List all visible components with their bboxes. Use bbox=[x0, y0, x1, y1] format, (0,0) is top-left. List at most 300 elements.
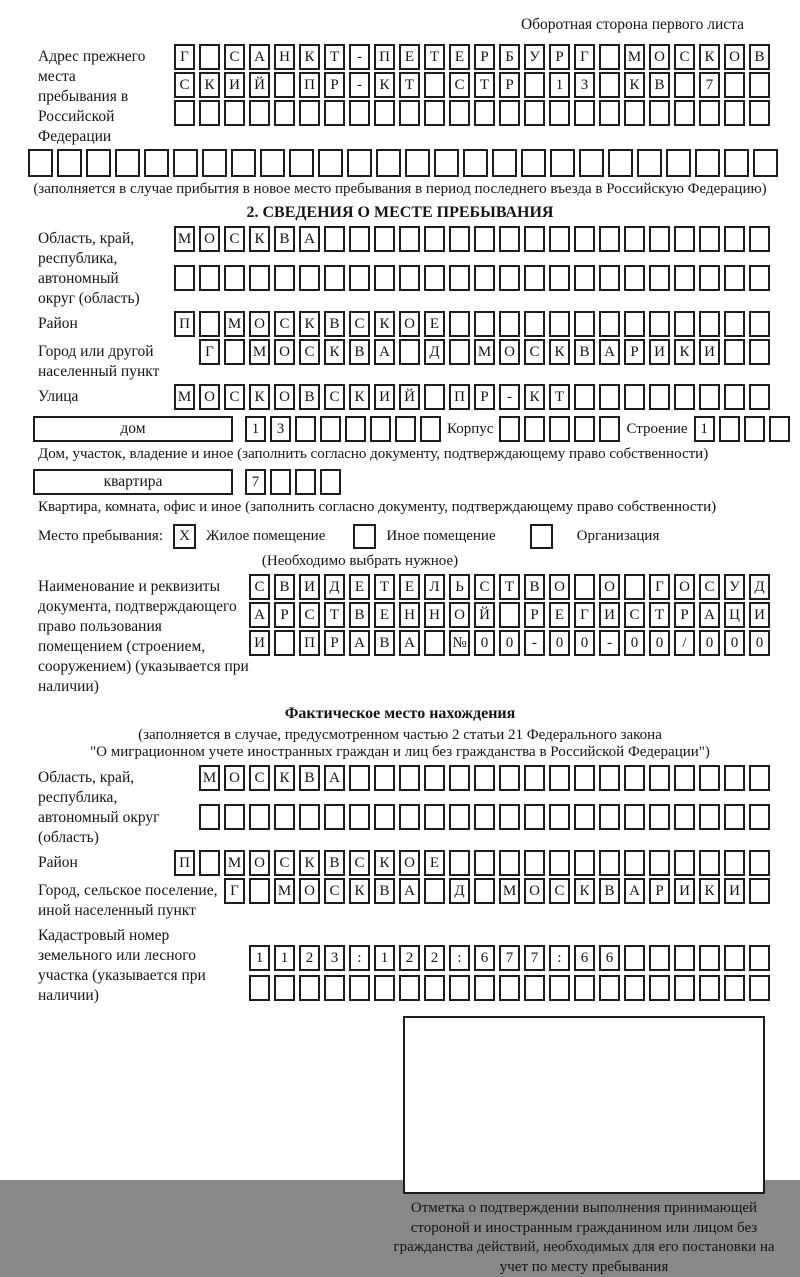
char-box: 1 bbox=[549, 72, 570, 98]
char-box bbox=[249, 975, 270, 1001]
char-box bbox=[724, 149, 749, 177]
char-box: К bbox=[674, 339, 695, 365]
char-box bbox=[349, 975, 370, 1001]
char-box: С bbox=[224, 226, 245, 252]
char-box: С bbox=[524, 339, 545, 365]
fact-raion-row bbox=[38, 850, 770, 876]
char-box: В bbox=[274, 574, 295, 600]
char-box: М bbox=[474, 339, 495, 365]
char-box bbox=[549, 226, 570, 252]
char-box: С bbox=[674, 44, 695, 70]
char-box bbox=[424, 765, 445, 791]
char-box bbox=[376, 149, 401, 177]
char-box bbox=[624, 765, 645, 791]
char-box bbox=[474, 804, 495, 830]
char-box: С bbox=[274, 850, 295, 876]
char-box bbox=[349, 265, 370, 291]
char-box bbox=[449, 765, 470, 791]
char-box: В bbox=[374, 878, 395, 904]
fact-oblast-label: Область, край, республика, автономный округ (область) bbox=[38, 769, 160, 846]
char-box: К bbox=[299, 311, 320, 337]
char-box bbox=[174, 265, 195, 291]
char-box: / bbox=[674, 630, 695, 656]
char-box: О bbox=[599, 574, 620, 600]
char-box: Р bbox=[624, 339, 645, 365]
char-box: М bbox=[199, 765, 220, 791]
char-box bbox=[674, 975, 695, 1001]
char-box bbox=[324, 226, 345, 252]
char-box bbox=[574, 265, 595, 291]
char-box bbox=[749, 850, 770, 876]
char-box bbox=[749, 72, 770, 98]
char-box: А bbox=[249, 44, 270, 70]
char-box: С bbox=[299, 339, 320, 365]
char-box bbox=[550, 149, 575, 177]
char-box bbox=[395, 416, 416, 442]
char-box bbox=[574, 311, 595, 337]
kvartira-cells bbox=[245, 469, 341, 495]
char-box bbox=[424, 630, 445, 656]
char-box bbox=[624, 850, 645, 876]
char-box bbox=[719, 416, 740, 442]
char-box bbox=[86, 149, 111, 177]
char-box: О bbox=[524, 878, 545, 904]
char-box: А bbox=[299, 226, 320, 252]
doc-label: Наименование и реквизиты документа, подтверждающего право пользования помещением (строением, сооружением) (указывается при наличии) bbox=[38, 578, 249, 695]
char-box bbox=[549, 311, 570, 337]
char-box bbox=[199, 100, 220, 126]
char-box: К bbox=[524, 384, 545, 410]
char-box bbox=[299, 265, 320, 291]
char-box: К bbox=[374, 850, 395, 876]
char-box: И bbox=[699, 339, 720, 365]
char-box bbox=[424, 226, 445, 252]
char-box: Т bbox=[399, 72, 420, 98]
char-box: 0 bbox=[574, 630, 595, 656]
char-box: О bbox=[724, 44, 745, 70]
char-box: 0 bbox=[749, 630, 770, 656]
char-box: 1 bbox=[374, 945, 395, 971]
char-box: Т bbox=[324, 602, 345, 628]
char-box: Й bbox=[249, 72, 270, 98]
char-box bbox=[724, 72, 745, 98]
char-box bbox=[599, 765, 620, 791]
char-box: Т bbox=[474, 72, 495, 98]
doc-row-2 bbox=[249, 602, 770, 628]
char-box: А bbox=[399, 630, 420, 656]
char-box bbox=[624, 226, 645, 252]
char-box bbox=[724, 384, 745, 410]
char-box: Р bbox=[549, 44, 570, 70]
char-box bbox=[299, 100, 320, 126]
char-box: С bbox=[249, 765, 270, 791]
char-box bbox=[399, 265, 420, 291]
char-box bbox=[699, 265, 720, 291]
char-box bbox=[649, 850, 670, 876]
char-box: В bbox=[749, 44, 770, 70]
char-box bbox=[749, 878, 770, 904]
char-box: Е bbox=[424, 311, 445, 337]
char-box bbox=[324, 975, 345, 1001]
char-box bbox=[274, 265, 295, 291]
char-box bbox=[749, 339, 770, 365]
char-box bbox=[399, 339, 420, 365]
char-box: К bbox=[324, 339, 345, 365]
char-box: К bbox=[199, 72, 220, 98]
char-box: М bbox=[174, 384, 195, 410]
char-box bbox=[649, 804, 670, 830]
stamp-box bbox=[403, 1016, 765, 1194]
char-box bbox=[499, 804, 520, 830]
char-box bbox=[699, 850, 720, 876]
char-box: О bbox=[649, 44, 670, 70]
char-box bbox=[674, 765, 695, 791]
fact-raion-cells bbox=[174, 850, 770, 876]
raion-cells bbox=[174, 311, 770, 337]
char-box: К bbox=[624, 72, 645, 98]
char-box: П bbox=[174, 850, 195, 876]
char-box bbox=[674, 850, 695, 876]
char-box bbox=[649, 384, 670, 410]
char-box: К bbox=[274, 765, 295, 791]
char-box bbox=[174, 100, 195, 126]
char-box bbox=[345, 416, 366, 442]
char-box bbox=[724, 226, 745, 252]
char-box bbox=[499, 226, 520, 252]
char-box: В bbox=[574, 339, 595, 365]
char-box bbox=[749, 765, 770, 791]
char-box: О bbox=[674, 574, 695, 600]
char-box: М bbox=[224, 311, 245, 337]
place-type-label: Место пребывания: bbox=[38, 528, 163, 544]
char-box bbox=[524, 975, 545, 1001]
char-box bbox=[724, 339, 745, 365]
char-box: А bbox=[699, 602, 720, 628]
char-box: В bbox=[649, 72, 670, 98]
char-box: О bbox=[299, 878, 320, 904]
prev-address-row-2 bbox=[174, 72, 770, 98]
prev-address-overflow bbox=[28, 149, 770, 177]
raion-row bbox=[38, 311, 770, 337]
char-box: О bbox=[249, 850, 270, 876]
char-box bbox=[349, 804, 370, 830]
char-box bbox=[173, 149, 198, 177]
char-box bbox=[399, 226, 420, 252]
gorod-cells bbox=[199, 339, 770, 365]
char-box bbox=[144, 149, 169, 177]
char-box bbox=[599, 416, 620, 442]
char-box bbox=[744, 416, 765, 442]
char-box: 3 bbox=[574, 72, 595, 98]
char-box bbox=[574, 850, 595, 876]
char-box bbox=[424, 100, 445, 126]
char-box: С bbox=[299, 602, 320, 628]
char-box bbox=[524, 850, 545, 876]
char-box bbox=[674, 72, 695, 98]
char-box: Т bbox=[324, 44, 345, 70]
char-box bbox=[549, 416, 570, 442]
char-box bbox=[349, 100, 370, 126]
char-box bbox=[420, 416, 441, 442]
char-box bbox=[524, 265, 545, 291]
char-box: Л bbox=[424, 574, 445, 600]
char-box: 0 bbox=[499, 630, 520, 656]
char-box bbox=[289, 149, 314, 177]
char-box: И bbox=[674, 878, 695, 904]
char-box bbox=[699, 226, 720, 252]
char-box: Е bbox=[449, 44, 470, 70]
char-box: С bbox=[449, 72, 470, 98]
char-box: У bbox=[524, 44, 545, 70]
char-box: М bbox=[624, 44, 645, 70]
char-box: В bbox=[349, 602, 370, 628]
char-box: Г bbox=[199, 339, 220, 365]
section2-title: 2. СВЕДЕНИЯ О МЕСТЕ ПРЕБЫВАНИЯ bbox=[246, 204, 554, 221]
char-box bbox=[599, 226, 620, 252]
char-box bbox=[524, 765, 545, 791]
char-box: К bbox=[249, 384, 270, 410]
char-box bbox=[649, 100, 670, 126]
prev-address-block bbox=[38, 44, 770, 147]
char-box bbox=[724, 945, 745, 971]
char-box bbox=[499, 850, 520, 876]
char-box bbox=[749, 226, 770, 252]
char-box bbox=[699, 765, 720, 791]
char-box bbox=[474, 100, 495, 126]
char-box bbox=[260, 149, 285, 177]
place-type-note: (Необходимо выбрать нужное) bbox=[261, 553, 459, 569]
stroenie-label: Строение bbox=[626, 420, 688, 437]
char-box bbox=[224, 804, 245, 830]
char-box: В bbox=[599, 878, 620, 904]
char-box bbox=[399, 804, 420, 830]
char-box: С bbox=[274, 311, 295, 337]
fact-gorod-row bbox=[38, 878, 770, 921]
fact-note-1: (заполняется в случае, предусмотренном частью 2 статьи 21 Федерального закона bbox=[138, 727, 662, 743]
char-box: И bbox=[599, 602, 620, 628]
char-box: О bbox=[274, 384, 295, 410]
char-box bbox=[574, 804, 595, 830]
char-box bbox=[474, 850, 495, 876]
char-box: Г bbox=[649, 574, 670, 600]
char-box: С bbox=[224, 44, 245, 70]
char-box bbox=[624, 100, 645, 126]
char-box: Р bbox=[324, 630, 345, 656]
char-box: 0 bbox=[649, 630, 670, 656]
char-box: Ь bbox=[449, 574, 470, 600]
char-box bbox=[318, 149, 343, 177]
char-box bbox=[449, 850, 470, 876]
char-box: 0 bbox=[724, 630, 745, 656]
char-box bbox=[579, 149, 604, 177]
char-box: К bbox=[349, 878, 370, 904]
fact-oblast-row-2 bbox=[199, 804, 770, 830]
char-box bbox=[699, 100, 720, 126]
char-box: 6 bbox=[574, 945, 595, 971]
char-box bbox=[249, 100, 270, 126]
char-box: П bbox=[449, 384, 470, 410]
char-box: А bbox=[324, 765, 345, 791]
char-box: Р bbox=[524, 602, 545, 628]
char-box: Й bbox=[474, 602, 495, 628]
char-box bbox=[274, 630, 295, 656]
char-box bbox=[549, 804, 570, 830]
char-box bbox=[599, 975, 620, 1001]
char-box bbox=[374, 265, 395, 291]
char-box bbox=[749, 804, 770, 830]
char-box bbox=[449, 804, 470, 830]
char-box: О bbox=[549, 574, 570, 600]
char-box: 7 bbox=[499, 945, 520, 971]
char-box: Д bbox=[324, 574, 345, 600]
option-inoe-label: Иное помещение bbox=[386, 528, 496, 544]
char-box bbox=[499, 602, 520, 628]
char-box: А bbox=[249, 602, 270, 628]
char-box bbox=[574, 574, 595, 600]
char-box: Е bbox=[374, 602, 395, 628]
char-box bbox=[499, 100, 520, 126]
dom-box-label: дом bbox=[33, 416, 233, 442]
char-box bbox=[474, 265, 495, 291]
char-box: С bbox=[324, 878, 345, 904]
char-box bbox=[374, 100, 395, 126]
char-box: О bbox=[449, 602, 470, 628]
char-box bbox=[274, 72, 295, 98]
char-box: Т bbox=[499, 574, 520, 600]
char-box: К bbox=[699, 44, 720, 70]
char-box bbox=[674, 804, 695, 830]
char-box: И bbox=[724, 878, 745, 904]
char-box bbox=[749, 945, 770, 971]
char-box: 1 bbox=[274, 945, 295, 971]
char-box: О bbox=[399, 311, 420, 337]
char-box bbox=[249, 878, 270, 904]
char-box bbox=[320, 469, 341, 495]
checkbox-org bbox=[530, 524, 553, 549]
char-box: И bbox=[749, 602, 770, 628]
char-box bbox=[199, 311, 220, 337]
char-box bbox=[424, 384, 445, 410]
char-box bbox=[624, 384, 645, 410]
char-box bbox=[724, 265, 745, 291]
char-box bbox=[674, 100, 695, 126]
char-box: 2 bbox=[424, 945, 445, 971]
kvartira-box-label: квартира bbox=[33, 469, 233, 495]
char-box bbox=[574, 416, 595, 442]
char-box bbox=[624, 265, 645, 291]
char-box bbox=[199, 265, 220, 291]
char-box bbox=[499, 975, 520, 1001]
char-box bbox=[574, 100, 595, 126]
place-type-row bbox=[38, 524, 770, 549]
char-box: 1 bbox=[245, 416, 266, 442]
kvartira-note: Квартира, комната, офис и иное (заполнить согласно документу, подтверждающему право собственности) bbox=[38, 499, 717, 515]
char-box: С bbox=[549, 878, 570, 904]
char-box: - bbox=[499, 384, 520, 410]
char-box bbox=[769, 416, 790, 442]
char-box: Р bbox=[474, 384, 495, 410]
char-box: К bbox=[299, 850, 320, 876]
char-box bbox=[599, 265, 620, 291]
char-box bbox=[674, 384, 695, 410]
char-box: У bbox=[724, 574, 745, 600]
char-box: В bbox=[524, 574, 545, 600]
fact-gorod-cells bbox=[224, 878, 770, 904]
char-box bbox=[424, 804, 445, 830]
char-box bbox=[449, 226, 470, 252]
char-box bbox=[115, 149, 140, 177]
char-box bbox=[474, 226, 495, 252]
char-box bbox=[724, 765, 745, 791]
char-box: 3 bbox=[270, 416, 291, 442]
char-box bbox=[524, 311, 545, 337]
stroenie-cells bbox=[694, 416, 790, 442]
char-box bbox=[449, 265, 470, 291]
char-box bbox=[749, 100, 770, 126]
char-box bbox=[699, 384, 720, 410]
char-box: Д bbox=[449, 878, 470, 904]
char-box: 6 bbox=[474, 945, 495, 971]
char-box: Т bbox=[424, 44, 445, 70]
char-box bbox=[649, 311, 670, 337]
dom-note: Дом, участок, владение и иное (заполнить согласно документу, подтверждающему право собственности) bbox=[38, 446, 709, 462]
char-box bbox=[749, 384, 770, 410]
char-box bbox=[753, 149, 778, 177]
char-box bbox=[449, 339, 470, 365]
char-box: О bbox=[199, 384, 220, 410]
char-box bbox=[405, 149, 430, 177]
char-box: : bbox=[549, 945, 570, 971]
char-box bbox=[549, 975, 570, 1001]
char-box: О bbox=[224, 765, 245, 791]
char-box: А bbox=[399, 878, 420, 904]
char-box: И bbox=[649, 339, 670, 365]
char-box: Г bbox=[574, 44, 595, 70]
oblast-row-1 bbox=[174, 226, 770, 252]
char-box: К bbox=[299, 44, 320, 70]
char-box: Е bbox=[349, 574, 370, 600]
char-box: Н bbox=[424, 602, 445, 628]
char-box bbox=[399, 100, 420, 126]
char-box: Н bbox=[399, 602, 420, 628]
gorod-row bbox=[38, 339, 770, 382]
char-box bbox=[295, 416, 316, 442]
option-org-label: Организация bbox=[576, 528, 660, 544]
char-box: Г bbox=[574, 602, 595, 628]
char-box bbox=[574, 765, 595, 791]
char-box: В bbox=[299, 765, 320, 791]
char-box bbox=[324, 265, 345, 291]
fact-title: Фактическое место нахождения bbox=[284, 705, 516, 722]
char-box bbox=[449, 100, 470, 126]
char-box: М bbox=[274, 878, 295, 904]
kadastr-block bbox=[38, 923, 770, 1006]
char-box bbox=[599, 311, 620, 337]
char-box: И bbox=[299, 574, 320, 600]
char-box bbox=[424, 878, 445, 904]
char-box bbox=[724, 850, 745, 876]
char-box: - bbox=[524, 630, 545, 656]
char-box: С bbox=[699, 574, 720, 600]
ulitsa-row bbox=[38, 384, 770, 410]
char-box bbox=[449, 975, 470, 1001]
checkbox-zhiloe: X bbox=[173, 524, 196, 549]
char-box bbox=[324, 804, 345, 830]
char-box bbox=[624, 975, 645, 1001]
char-box bbox=[449, 311, 470, 337]
kadastr-row-2 bbox=[249, 975, 770, 1001]
char-box: Г bbox=[174, 44, 195, 70]
